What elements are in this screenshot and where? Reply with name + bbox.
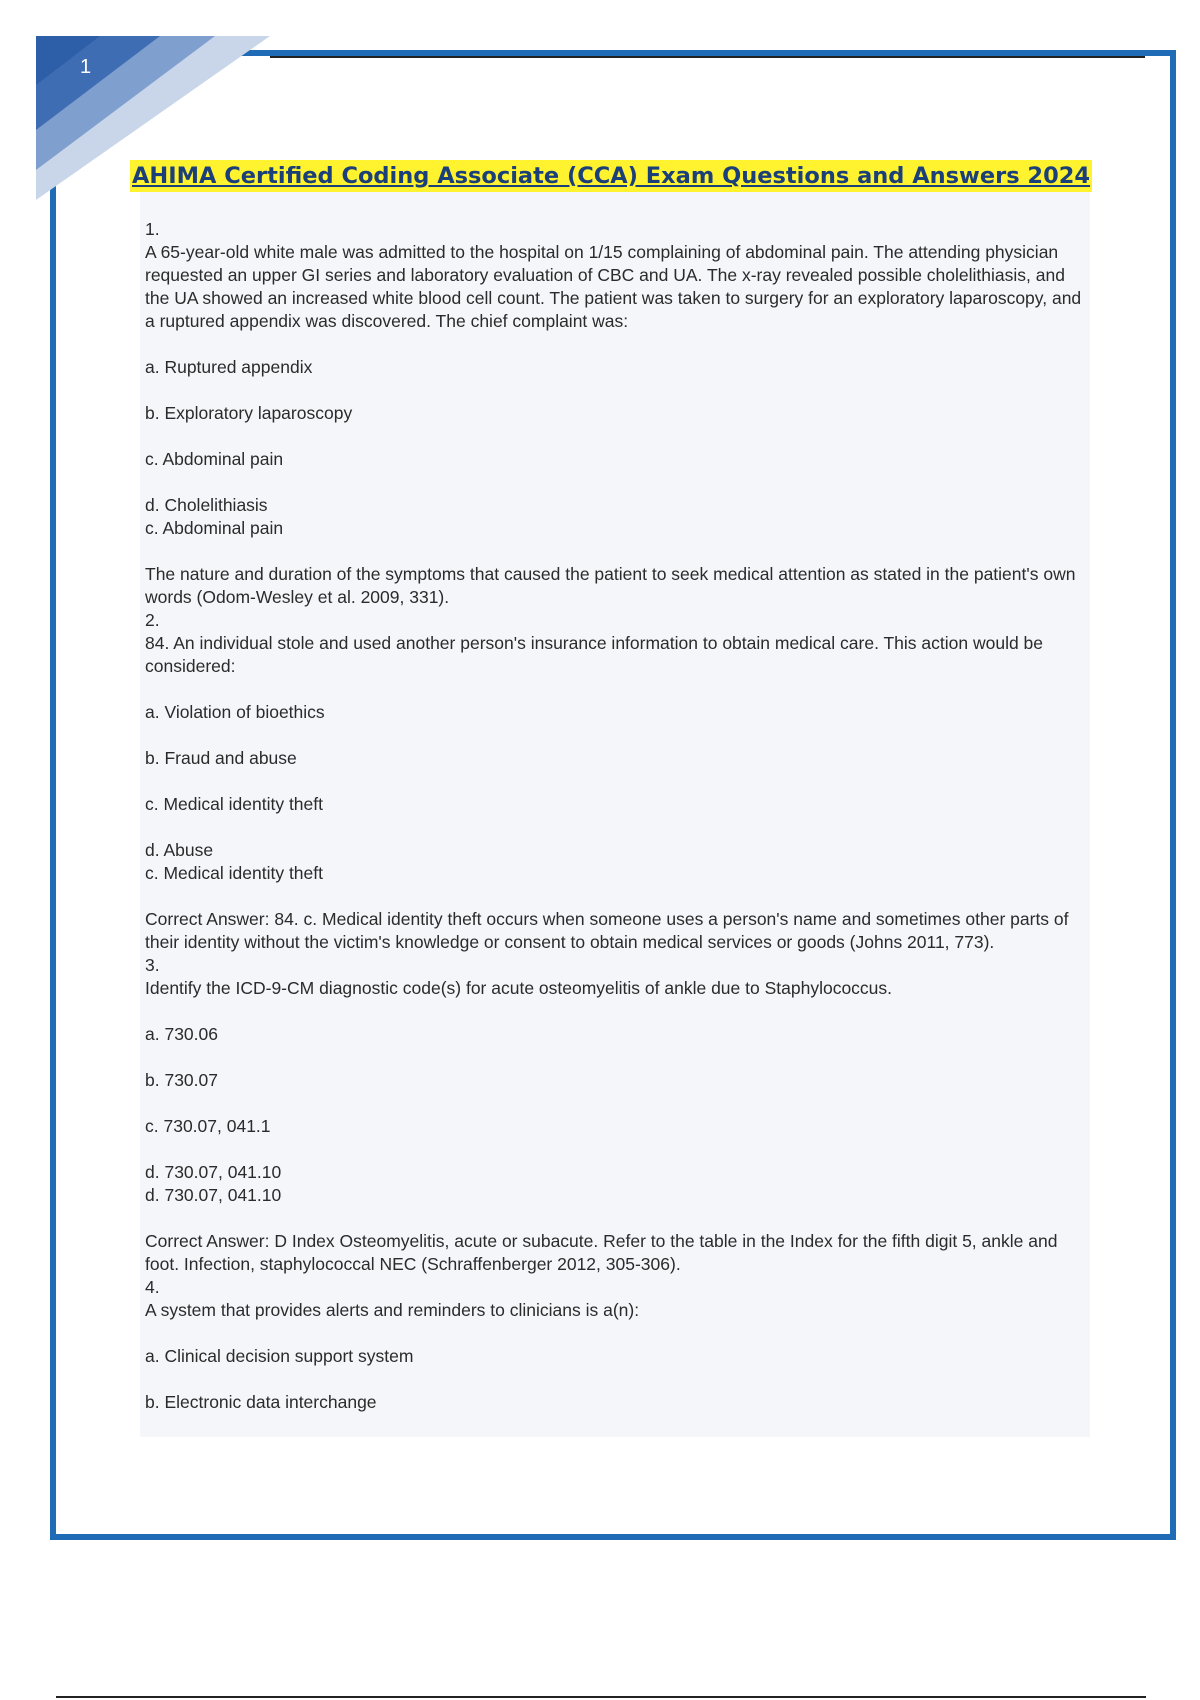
question-text: Identify the ICD-9-CM diagnostic code(s) for acute osteomyelitis of ankle due to Staphylococcus. xyxy=(145,978,893,998)
answer-option: c. Medical identity theft xyxy=(145,794,323,814)
question-number: 3. xyxy=(145,955,160,975)
answer-option: d. Cholelithiasis xyxy=(145,495,268,515)
answer-option: d. 730.07, 041.10 xyxy=(145,1162,282,1182)
question-number: 2. xyxy=(145,610,160,630)
question-text: A system that provides alerts and reminders to clinicians is a(n): xyxy=(145,1300,640,1320)
answer-option: a. Clinical decision support system xyxy=(145,1346,414,1366)
answer-option: d. Abuse xyxy=(145,840,214,860)
answer-option: b. Fraud and abuse xyxy=(145,748,297,768)
answer-option: a. Ruptured appendix xyxy=(145,357,313,377)
correct-answer: d. 730.07, 041.10 xyxy=(145,1185,282,1205)
answer-option: b. Electronic data interchange xyxy=(145,1392,377,1412)
header-rule xyxy=(270,56,1145,58)
answer-explanation: The nature and duration of the symptoms that caused the patient to seek medical attention as stated in the patient's own words (Odom-Wesley et al. 2009, 331). xyxy=(145,564,1076,607)
correct-answer: c. Medical identity theft xyxy=(145,863,323,883)
answer-explanation: Correct Answer: D Index Osteomyelitis, acute or subacute. Refer to the table in the Index for the fifth digit 5, ankle and foot. Infection, staphylococcal NEC (Schraffenberger 2012, 305-306). xyxy=(145,1231,1058,1274)
question-number: 4. xyxy=(145,1277,160,1297)
footer-rule xyxy=(56,1696,1146,1698)
page-number: 1 xyxy=(80,56,92,78)
answer-option: b. Exploratory laparoscopy xyxy=(145,403,353,423)
answer-explanation: Correct Answer: 84. c. Medical identity theft occurs when someone uses a person's name and sometimes other parts of their identity without the victim's knowledge or consent to obtain medical services or goods (Johns 2011, 773). xyxy=(145,909,1069,952)
answer-option: b. 730.07 xyxy=(145,1070,218,1090)
answer-option: c. Abdominal pain xyxy=(145,449,284,469)
question-text: 84. An individual stole and used another person's insurance information to obtain medical care. This action would be considered: xyxy=(145,633,1044,676)
correct-answer: c. Abdominal pain xyxy=(145,518,284,538)
document-title: AHIMA Certified Coding Associate (CCA) Exam Questions and Answers 2024 xyxy=(130,160,1092,192)
question-number: 1. xyxy=(145,219,160,239)
answer-option: a. Violation of bioethics xyxy=(145,702,325,722)
answer-option: a. 730.06 xyxy=(145,1024,218,1044)
questions-body xyxy=(145,218,1085,1414)
answer-option: c. 730.07, 041.1 xyxy=(145,1116,271,1136)
question-text: A 65-year-old white male was admitted to the hospital on 1/15 complaining of abdominal pain. The attending physician requested an upper GI series and laboratory evaluation of CBC and UA. The x-ray revealed possible cholelithiasis, and the UA showed an increased white blood cell count. The patient was taken to surgery for an exploratory laparoscopy, and a ruptured appendix was discovered. The chief complaint was: xyxy=(145,242,1082,331)
